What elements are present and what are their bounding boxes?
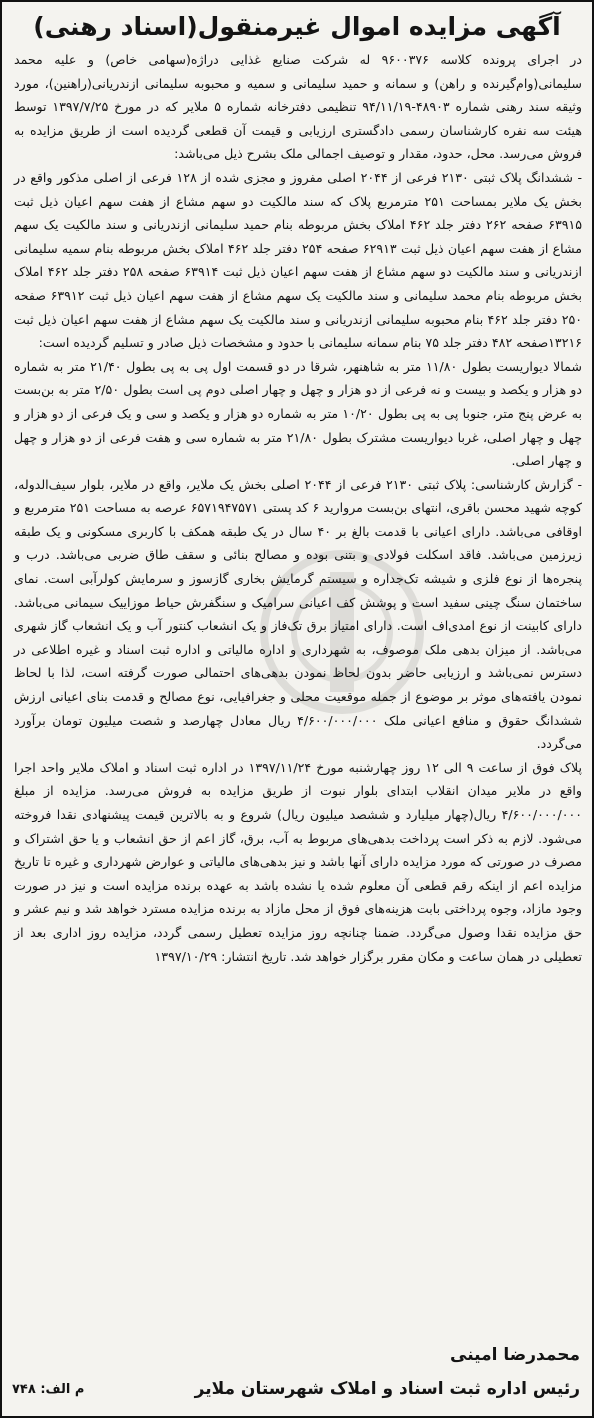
paragraph-boundaries: شمالا دیواریست بطول ۱۱/۸۰ متر به شاهنهر، شرقا در دو قسمت اول پی به پی بطول ۲۱/۴۰ متر به شماره دو هزار و یکصد و بیست و نه فرعی از دو هزار و چهل و چهار اصلی دوم پی است بطول ۲/۵۰ متر به بن‌بست به عرض پنج متر، جنوبا پی به پی بطول ۱۰/۲۰ متر به شماره دو هزار و یکصد و سی و یک فرعی از دو هزار و چهل و چهار اصلی، غربا دیواریست مشترک بطول ۲۱/۸۰ متر به شماره سی و هفت فرعی از دو هزار و چهل و چهار اصلی. — [14, 358, 583, 469]
paragraph-expert-report: - گزارش کارشناسی: پلاک ثبتی ۲۱۳۰ فرعی از ۲۰۴۴ اصلی بخش یک ملایر، واقع در ملایر، بلوار سیف‌الدوله، کوچه شهید محسن باقری، انتهای بن‌بست مروارید ۶ کد پستی ۶۵۷۱۹۴۷۵۷۱ عرصه به مساحت ۲۵۱ مترمربع و اوقافی می‌باشد. دارای اعیانی با قدمت بالغ بر ۴۰ سال در یک طبقه همکف با کاربری مسکونی و یک طبقه زیرزمین می‌باشد. فاقد اسکلت فولادی و بتنی بوده و مصالح بنائی و سقف طاق ضربی می‌باشد. درب و پنجره‌ها از نوع فلزی و شیشه تک‌جداره و سیستم گرمایش بخاری گازسوز و سرمایش کولرآبی است. نمای ساختمان سنگ چینی سفید است و پوشش کف اعیانی سرامیک و سنگفرش حیاط موزاییک سیمانی می‌باشد. دارای کابینت از نوع امدی‌اف است. دارای امتیاز برق تک‌فاز و یک انشعاب کنتور آب و یک انشعاب گاز شهری می‌باشد. از میزان بدهی ملک موصوف، به شهرداری و اداره مالیاتی و اداره ثبت اسناد و غیره اطلاعی در دسترس نمی‌باشد و ارزیابی حاضر بدون لحاظ نمودن بدهی‌های احتمالی صورت گرفته است، لذا با لحاظ نمودن یافته‌های موثر بر موضوع از جمله موقعیت محلی و جغرافیایی، نوع مصالح و قدمت بنای اعیانی ارزش ششدانگ حقوق و منافع اعیانی ملک ۴/۶۰۰/۰۰۰/۰۰۰ ریال معادل چهارصد و شصت میلیون تومان برآورد می‌گردد. — [14, 476, 582, 752]
reference-code: م الف: ۷۴۸ — [12, 1382, 85, 1397]
signer-title: رئیس اداره ثبت اسناد و املاک شهرستان ملایر — [194, 1379, 580, 1399]
notice-title: آگهی مزایده اموال غیرمنقول(اسناد رهنی) — [33, 12, 561, 41]
paragraph-property-deeds: - ششدانگ پلاک ثبتی ۲۱۳۰ فرعی از ۲۰۴۴ اصلی مفروز و مجزی شده از ۱۲۸ فرعی از اصلی مذکور واقع در بخش یک ملایر بمساحت ۲۵۱ مترمربع پلاک که سند مالکیت دو سهم مشاع از هفت سهم اعیان ذیل ثبت ۶۳۹۱۵ صفحه ۲۶۲ دفتر جلد ۴۶۲ املاک بخش مربوطه بنام حمید سلیمانی ازندریانی و سند مالکیت یک سهم مشاع از هفت سهم اعیان ذیل ثبت ۶۲۹۱۳ صفحه ۲۵۴ دفتر جلد ۴۶۲ املاک بخش مربوطه بنام سمیه سلیمانی ازندریانی و سند مالکیت دو سهم مشاع از هفت سهم اعیان ذیل ثبت ۶۳۹۱۴ صفحه ۲۵۸ دفتر جلد ۴۶۲ املاک بخش مربوطه بنام محمد سلیمانی و سند مالکیت یک سهم مشاع از هفت سهم اعیان ذیل ثبت ۶۳۹۱۲ صفحه ۲۵۰ دفتر جلد ۴۶۲ بنام محبوبه سلیمانی ازندریانی و سند مالکیت یک سهم مشاع از هفت سهم اعیان ذیل ثبت ۱۳۲۱۶صفحه ۴۸۲ دفتر جلد ۷۵ بنام سمانه سلیمانی با حدود و مشخصات ذیل صادر و تسلیم گردیده است: — [14, 169, 583, 351]
signer-name: محمدرضا امینی — [450, 1345, 580, 1365]
paragraph-case-intro: در اجرای پرونده کلاسه ۹۶۰۰۳۷۶ له شرکت صنایع غذایی دراژه(سهامی خاص) و علیه محمد سلیمانی(وام‌گیرنده و راهن) و سمانه و حمید سلیمانی و سمیه و محبوبه سلیمانی ازندریانی(راهنین)، مورد وثیقه سند رهنی شماره ۴۸۹۰۳-۹۴/۱۱/۱۹ تنظیمی دفترخانه شماره ۵ ملایر که در مورخ ۱۳۹۷/۷/۲۵ توسط هیئت سه نفره کارشناسان رسمی دادگستری ارزیابی و قیمت آن قطعی گردیده است از طریق مزایده به فروش می‌رسد. محل، حدود، مقدار و توصیف اجمالی ملک بشرح ذیل می‌باشد: — [14, 52, 583, 162]
notice-footer — [12, 1342, 580, 1408]
paragraph-auction-terms: پلاک فوق از ساعت ۹ الی ۱۲ روز چهارشنبه مورخ ۱۳۹۷/۱۱/۲۴ در اداره ثبت اسناد و املاک ملایر واحد اجرا واقع در ملایر میدان انقلاب ابتدای بلوار نبوت از طریق مزایده به فروش می‌رسد. مزایده از مبلغ ۴/۶۰۰/۰۰۰/۰۰۰ ریال(چهار میلیارد و ششصد میلیون ریال) شروع و به بالاترین قیمت پیشنهادی نقدا فروخته می‌شود. لازم به ذکر است پرداخت بدهی‌های مربوط به آب، برق، گاز اعم از حق انشعاب و یا حق اشتراک و مصرف در صورتی که مورد مزایده دارای آنها باشد و نیز بدهی‌های مالیاتی و عوارض شهرداری و غیره تا تاریخ مزایده اعم از اینکه رقم قطعی آن معلوم شده یا نشده باشد به عهده برنده مزایده است و نیز در صورت وجود مازاد، وجوه پرداختی بابت هزینه‌های فوق از محل مازاد به برنده مزایده مسترد خواهد شد و نیم عشر و حق مزایده نقدا وصول می‌گردد. ضمنا چنانچه روز مزایده تعطیل رسمی گردد، مزایده روز اداری بعد از تعطیلی در همان ساعت و مکان مقرر برگزار خواهد شد. تاریخ انتشار: ۱۳۹۷/۱۰/۲۹ — [14, 759, 582, 964]
notice-body — [14, 48, 582, 968]
